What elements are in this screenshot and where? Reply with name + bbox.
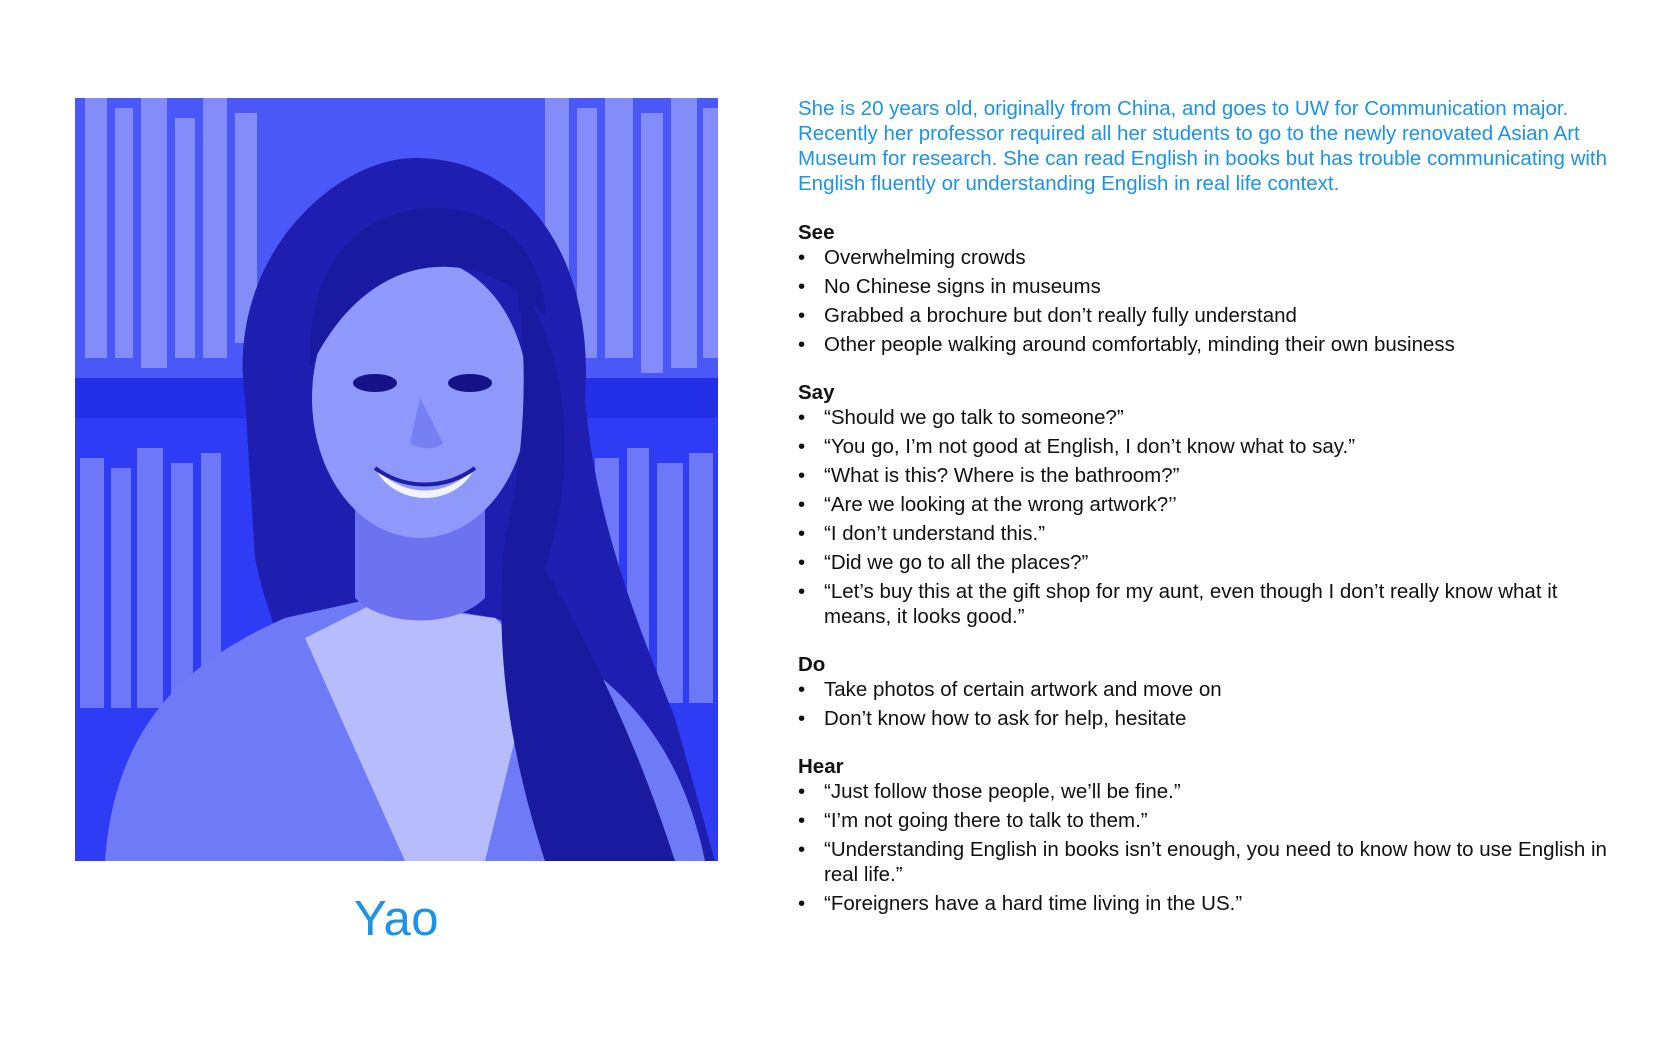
list-item: • Don’t know how to ask for help, hesitate — [798, 707, 1187, 730]
bullet-icon: • — [798, 246, 806, 269]
list-item: • “You go, I’m not good at English, I don’t know what to say.” — [798, 435, 1356, 458]
section-title-hear: Hear — [798, 755, 844, 778]
bullet-icon: • — [798, 892, 806, 915]
list-item: • “Let’s buy this at the gift shop for my aunt, even though I don’t really know what it means, it looks good.” — [798, 580, 1558, 628]
list-item: • “I’m not going there to talk to them.” — [798, 809, 1148, 832]
bullet-icon: • — [798, 707, 806, 730]
list-item: • “Foreigners have a hard time living in the US.” — [798, 892, 1243, 915]
bullet-icon: • — [798, 838, 806, 861]
section-see — [798, 220, 1618, 357]
list-do — [798, 677, 1618, 731]
section-do — [798, 652, 1618, 731]
bullet-icon: • — [798, 809, 806, 832]
list-item: • “Just follow those people, we’ll be fine.” — [798, 780, 1181, 803]
list-item: • “Should we go talk to someone?” — [798, 406, 1124, 429]
section-title-do: Do — [798, 653, 826, 676]
bullet-icon: • — [798, 333, 806, 356]
list-item: • Overwhelming crowds — [798, 246, 1026, 269]
list-item: • “What is this? Where is the bathroom?” — [798, 464, 1180, 487]
bullet-icon: • — [798, 551, 806, 574]
list-item: • “Did we go to all the places?” — [798, 551, 1089, 574]
list-item: • Grabbed a brochure but don’t really fully understand — [798, 304, 1297, 327]
list-see — [798, 245, 1618, 357]
section-hear — [798, 754, 1618, 916]
persona-photo — [75, 98, 718, 861]
persona-intro: She is 20 years old, originally from China, and goes to UW for Communication major. Recently her professor required all her students to go to the newly renovated Asian Art Museum for research. She can read English in books but has trouble communicating with English fluently or understanding English in real life context. — [798, 97, 1608, 195]
list-say — [798, 405, 1618, 629]
bullet-icon: • — [798, 522, 806, 545]
list-item: • “Are we looking at the wrong artwork?’’ — [798, 493, 1177, 516]
bullet-icon: • — [798, 406, 806, 429]
bullet-icon: • — [798, 435, 806, 458]
section-title-say: Say — [798, 381, 835, 404]
bullet-icon: • — [798, 580, 806, 603]
list-item: • Take photos of certain artwork and move on — [798, 678, 1222, 701]
bullet-icon: • — [798, 304, 806, 327]
bullet-icon: • — [798, 780, 806, 803]
persona-details — [798, 96, 1618, 939]
persona-name: Yao — [353, 892, 440, 946]
bullet-icon: • — [798, 275, 806, 298]
portrait-photo-icon — [75, 98, 718, 861]
bullet-icon: • — [798, 493, 806, 516]
list-hear — [798, 779, 1618, 916]
section-title-see: See — [798, 221, 835, 244]
bullet-icon: • — [798, 464, 806, 487]
list-item: • Other people walking around comfortably, minding their own business — [798, 333, 1455, 356]
section-say — [798, 380, 1618, 629]
bullet-icon: • — [798, 678, 806, 701]
list-item: • No Chinese signs in museums — [798, 275, 1101, 298]
list-item: • “Understanding English in books isn’t enough, you need to know how to use English in real life.” — [798, 838, 1607, 886]
list-item: • “I don’t understand this.” — [798, 522, 1046, 545]
